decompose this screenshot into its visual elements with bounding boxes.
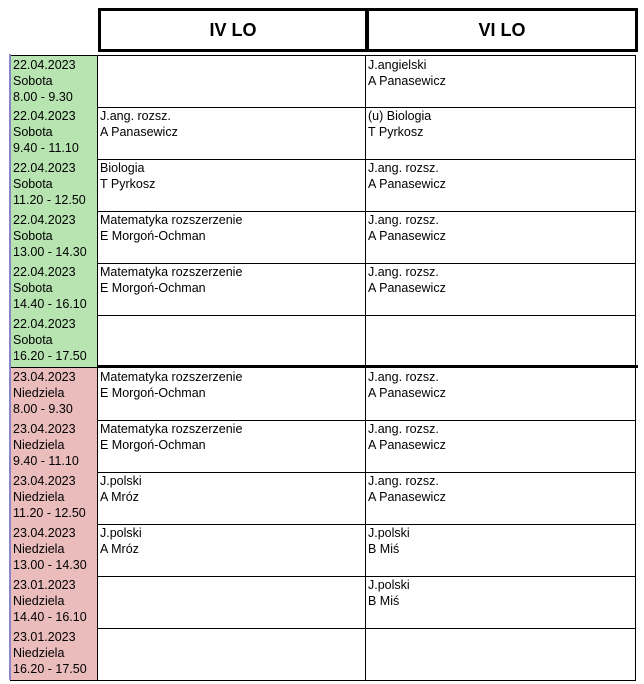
iv-lo-cell: [98, 263, 366, 316]
weekday-text: Sobota: [13, 229, 53, 243]
date-cell: [10, 211, 98, 264]
subject-text: J.ang. rozsz.: [368, 161, 439, 175]
weekday-text: Niedziela: [13, 386, 65, 400]
schedule-row: [10, 159, 636, 212]
date-text: 22.04.2023: [13, 265, 76, 279]
vi-lo-cell: [366, 211, 636, 264]
vi-lo-cell: [366, 472, 636, 525]
header-iv-lo: IV LO: [98, 8, 368, 52]
date-cell: [10, 263, 98, 316]
iv-lo-cell: [98, 159, 366, 212]
time-range: 13.00 - 14.30: [13, 558, 87, 572]
iv-lo-cell: [98, 211, 366, 264]
time-range: 14.40 - 16.10: [13, 297, 87, 311]
subject-text: J.polski: [100, 526, 142, 540]
date-cell: [10, 628, 98, 681]
date-text: 23.04.2023: [13, 370, 76, 384]
teacher-text: A Mróz: [100, 490, 139, 504]
time-range: 11.20 - 12.50: [13, 506, 86, 520]
subject-text: J.ang. rozsz.: [368, 474, 439, 488]
date-text: 22.04.2023: [13, 58, 76, 72]
teacher-text: A Panasewicz: [100, 125, 178, 139]
date-cell: [10, 524, 98, 577]
iv-lo-cell: [98, 420, 366, 473]
teacher-text: A Panasewicz: [368, 438, 446, 452]
time-range: 9.40 - 11.10: [13, 141, 79, 155]
subject-text: J.polski: [368, 578, 410, 592]
iv-lo-cell: [98, 524, 366, 577]
date-cell: [10, 55, 98, 108]
vi-lo-cell: [366, 368, 636, 421]
date-cell: [10, 576, 98, 629]
subject-text: Matematyka rozszerzenie: [100, 213, 243, 227]
left-edge-line: [9, 54, 11, 680]
subject-text: J.polski: [368, 526, 410, 540]
teacher-text: A Panasewicz: [368, 229, 446, 243]
weekday-text: Sobota: [13, 333, 53, 347]
teacher-text: A Panasewicz: [368, 177, 446, 191]
vi-lo-cell: [366, 263, 636, 316]
teacher-text: B Miś: [368, 542, 400, 556]
subject-text: J.polski: [100, 474, 142, 488]
schedule-row: [10, 315, 636, 368]
teacher-text: E Morgoń-Ochman: [100, 229, 206, 243]
weekday-text: Niedziela: [13, 542, 65, 556]
date-cell: [10, 159, 98, 212]
vi-lo-cell: [366, 524, 636, 577]
date-cell: [10, 472, 98, 525]
weekday-text: Niedziela: [13, 438, 65, 452]
subject-text: J.ang. rozsz.: [368, 422, 439, 436]
header-vi-lo: VI LO: [366, 8, 638, 52]
subject-text: (u) Biologia: [368, 109, 432, 123]
vi-lo-cell: [366, 628, 636, 681]
schedule-row: [10, 263, 636, 316]
date-cell: [10, 420, 98, 473]
subject-text: J.ang. rozsz.: [100, 109, 171, 123]
vi-lo-cell: [366, 159, 636, 212]
schedule-row: [10, 211, 636, 264]
time-range: 8.00 - 9.30: [13, 402, 73, 416]
weekday-text: Sobota: [13, 74, 53, 88]
iv-lo-cell: [98, 315, 366, 368]
date-cell: [10, 315, 98, 368]
schedule-row: [10, 420, 636, 473]
date-text: 23.04.2023: [13, 422, 76, 436]
teacher-text: E Morgoń-Ochman: [100, 386, 206, 400]
iv-lo-cell: [98, 628, 366, 681]
weekday-text: Niedziela: [13, 594, 65, 608]
subject-text: Matematyka rozszerzenie: [100, 265, 243, 279]
schedule-row: [10, 107, 636, 160]
date-cell: [10, 107, 98, 160]
iv-lo-cell: [98, 472, 366, 525]
teacher-text: A Panasewicz: [368, 386, 446, 400]
teacher-text: A Panasewicz: [368, 490, 446, 504]
vi-lo-cell: [366, 315, 636, 368]
teacher-text: E Morgoń-Ochman: [100, 281, 206, 295]
time-range: 9.40 - 11.10: [13, 454, 79, 468]
schedule-row: [10, 55, 636, 108]
time-range: 16.20 - 17.50: [13, 662, 87, 676]
iv-lo-cell: [98, 576, 366, 629]
iv-lo-cell: [98, 368, 366, 421]
subject-text: J.ang. rozsz.: [368, 370, 439, 384]
date-text: 23.04.2023: [13, 526, 76, 540]
time-range: 14.40 - 16.10: [13, 610, 87, 624]
date-text: 23.04.2023: [13, 474, 76, 488]
schedule-row: [10, 628, 636, 681]
schedule-row: [10, 472, 636, 525]
vi-lo-cell: [366, 107, 636, 160]
date-cell: [10, 368, 98, 421]
time-range: 11.20 - 12.50: [13, 193, 86, 207]
teacher-text: T Pyrkosz: [100, 177, 156, 191]
vi-lo-cell: [366, 576, 636, 629]
schedule-row: [10, 368, 636, 421]
time-range: 16.20 - 17.50: [13, 349, 87, 363]
weekday-text: Niedziela: [13, 490, 65, 504]
iv-lo-cell: [98, 55, 366, 108]
weekday-text: Sobota: [13, 177, 53, 191]
subject-text: Biologia: [100, 161, 145, 175]
date-text: 22.04.2023: [13, 317, 76, 331]
weekday-text: Sobota: [13, 281, 53, 295]
teacher-text: E Morgoń-Ochman: [100, 438, 206, 452]
weekday-text: Sobota: [13, 125, 53, 139]
subject-text: Matematyka rozszerzenie: [100, 422, 243, 436]
teacher-text: A Mróz: [100, 542, 139, 556]
subject-text: Matematyka rozszerzenie: [100, 370, 243, 384]
subject-text: J.angielski: [368, 58, 427, 72]
schedule-row: [10, 576, 636, 629]
date-text: 22.04.2023: [13, 109, 76, 123]
subject-text: J.ang. rozsz.: [368, 213, 439, 227]
teacher-text: B Miś: [368, 594, 400, 608]
schedule-row: [10, 524, 636, 577]
day-divider-line: [98, 365, 638, 368]
iv-lo-cell: [98, 107, 366, 160]
date-text: 23.01.2023: [13, 630, 76, 644]
date-text: 23.01.2023: [13, 578, 76, 592]
teacher-text: A Panasewicz: [368, 74, 446, 88]
vi-lo-cell: [366, 420, 636, 473]
date-text: 22.04.2023: [13, 213, 76, 227]
vi-lo-cell: [366, 55, 636, 108]
subject-text: J.ang. rozsz.: [368, 265, 439, 279]
time-range: 13.00 - 14.30: [13, 245, 87, 259]
teacher-text: T Pyrkosz: [368, 125, 424, 139]
teacher-text: A Panasewicz: [368, 281, 446, 295]
date-text: 22.04.2023: [13, 161, 76, 175]
time-range: 8.00 - 9.30: [13, 90, 73, 104]
weekday-text: Niedziela: [13, 646, 65, 660]
